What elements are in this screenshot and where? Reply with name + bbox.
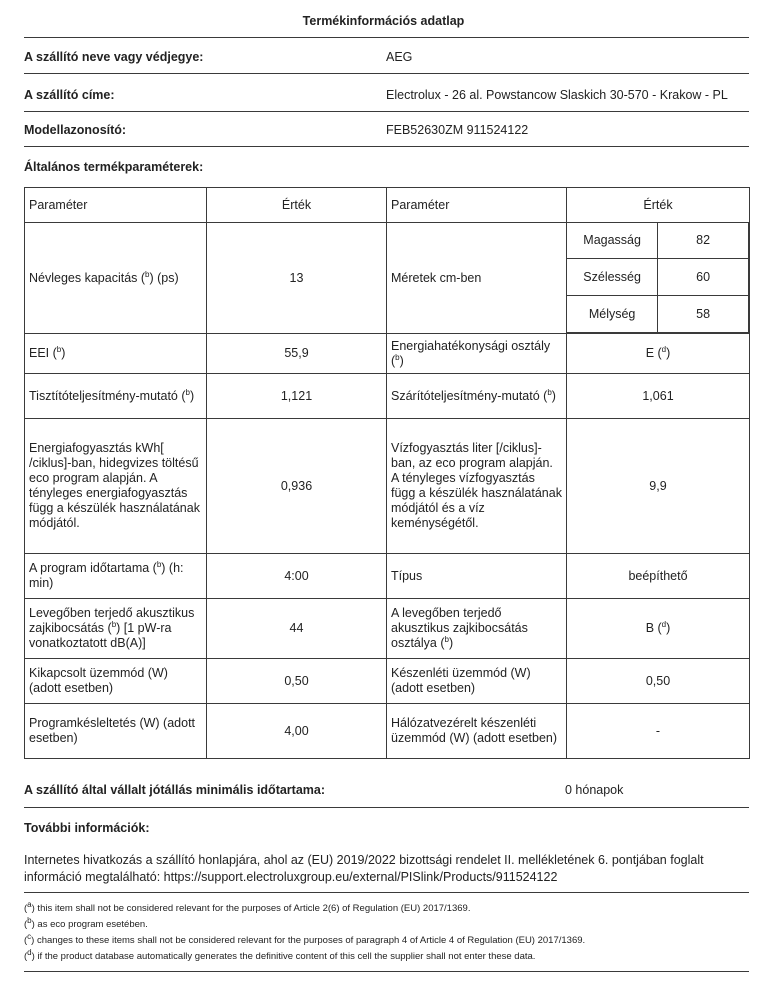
header-value: Érték [207,188,387,223]
table-row [25,374,750,419]
delay-start-label: Programkésleltetés (W) (adott esetben) [25,704,207,759]
parameters-table [24,187,750,759]
noise-class-label: A levegőben terjedő akusztikus zajkibocsátás osztálya ($^b$) [387,599,567,659]
dimensions-subtable [567,223,749,333]
networked-standby-value: - [567,704,750,759]
divider [24,111,749,112]
table-header-row [25,188,750,223]
warranty-value: 0 hónapok [565,783,624,797]
more-info-text: Internetes hivatkozás a szállító honlapjára, ahol az (EU) 2019/2022 bizottsági rendelet II. mellékletének 6. pontjában foglalt információ megtalálható: https://support.electroluxgroup.eu/external/PISlink/Products/911524122 [24,853,704,884]
eei-value: 55,9 [207,334,387,374]
water-consumption-label: Vízfogyasztás liter [/ciklus]-ban, az eco program alapján. A tényleges vízfogyasztás függ a készülék használatának módjától és a víz keménységétől. [387,419,567,554]
off-mode-label: Kikapcsolt üzemmód (W) (adott esetben) [25,659,207,704]
table-row [25,704,750,759]
type-value: beépíthető [567,554,750,599]
supplier-address-value: Electrolux - 26 al. Powstancow Slaskich 30-570 - Krakow - PL [386,88,728,102]
model-id-value: FEB52630ZM 911524122 [386,123,529,137]
divider [24,971,749,972]
program-duration-value: 4:00 [207,554,387,599]
networked-standby-label: Hálózatvezérelt készenléti üzemmód (W) (adott esetben) [387,704,567,759]
drying-index-label: Szárítóteljesítmény-mutató ($^b$) [387,374,567,419]
energy-class-value: E ($^d$) [567,334,750,374]
cleaning-index-value: 1,121 [207,374,387,419]
noise-emission-value: 44 [207,599,387,659]
table-row [25,419,750,554]
energy-consumption-label: Energiafogyasztás kWh[ /ciklus]-ban, hidegvizes töltésű eco program alapján. A tényleges energiafogyasztás függ a készülék használatának módjától. [25,419,207,554]
footnote-a: ($^a$) this item shall not be considered relevant for the purposes of Article 2(6) of Regulation (EU) 2017/1369. [24,899,471,914]
footnotes [24,901,749,965]
table-row [25,223,750,334]
divider [24,807,749,808]
warranty-label: A szállító által vállalt jótállás minimális időtartama: [24,783,326,797]
capacity-label: Névleges kapacitás ($^b$) (ps) [25,223,207,334]
supplier-name-value: AEG [386,50,413,64]
energy-class-label: Energiahatékonysági osztály ($^b$) [387,334,567,374]
document-title: Termékinformációs adatlap [302,14,465,28]
noise-emission-label: Levegőben terjedő akusztikus zajkibocsátás ($^b$) [1 pW-ra vonatkoztatott dB(A)] [25,599,207,659]
off-mode-value: 0,50 [207,659,387,704]
table-row [25,334,750,374]
divider [24,892,749,893]
eei-label: EEI ($^b$) [25,334,207,374]
depth-label: Mélység [567,296,658,333]
height-label: Magasság [567,223,658,259]
height-value: 82 [658,223,749,259]
dimensions-label: Méretek cm-ben [387,223,567,334]
dimensions-cell [567,223,750,334]
drying-index-value: 1,061 [567,374,750,419]
table-row [25,599,750,659]
program-duration-label: A program időtartama ($^b$) (h: min) [25,554,207,599]
standby-mode-value: 0,50 [567,659,750,704]
energy-consumption-value: 0,936 [207,419,387,554]
type-label: Típus [387,554,567,599]
depth-value: 58 [658,296,749,333]
footnote-b: ($^b$) as eco program esetében. [24,915,148,930]
model-id-label: Modellazonosító: [24,123,127,137]
delay-start-value: 4,00 [207,704,387,759]
table-row [25,554,750,599]
footnote-d: ($^d$) if the product database automatically generates the definitive content of this cell the supplier shall not enter these data. [24,947,536,962]
cleaning-index-label: Tisztítóteljesítmény-mutató ($^b$) [25,374,207,419]
footnote-c: ($^c$) changes to these items shall not be considered relevant for the purposes of paragraph 4 of Article 4 of Regulation (EU) 2017/1369. [24,931,586,946]
supplier-address-label: A szállító címe: [24,88,115,102]
noise-class-value: B ($^d$) [567,599,750,659]
table-row [25,659,750,704]
header-parameter-2: Paraméter [387,188,567,223]
width-value: 60 [658,259,749,296]
water-consumption-value: 9,9 [567,419,750,554]
divider [24,146,749,147]
header-parameter: Paraméter [25,188,207,223]
general-parameters-heading: Általános termékparaméterek: [24,160,204,174]
width-label: Szélesség [567,259,658,296]
standby-mode-label: Készenléti üzemmód (W) (adott esetben) [387,659,567,704]
supplier-name-label: A szállító neve vagy védjegye: [24,50,204,64]
divider [24,73,749,74]
header-value-2: Érték [567,188,750,223]
divider [24,37,749,38]
more-info-heading: További információk: [24,821,150,835]
capacity-value: 13 [207,223,387,334]
